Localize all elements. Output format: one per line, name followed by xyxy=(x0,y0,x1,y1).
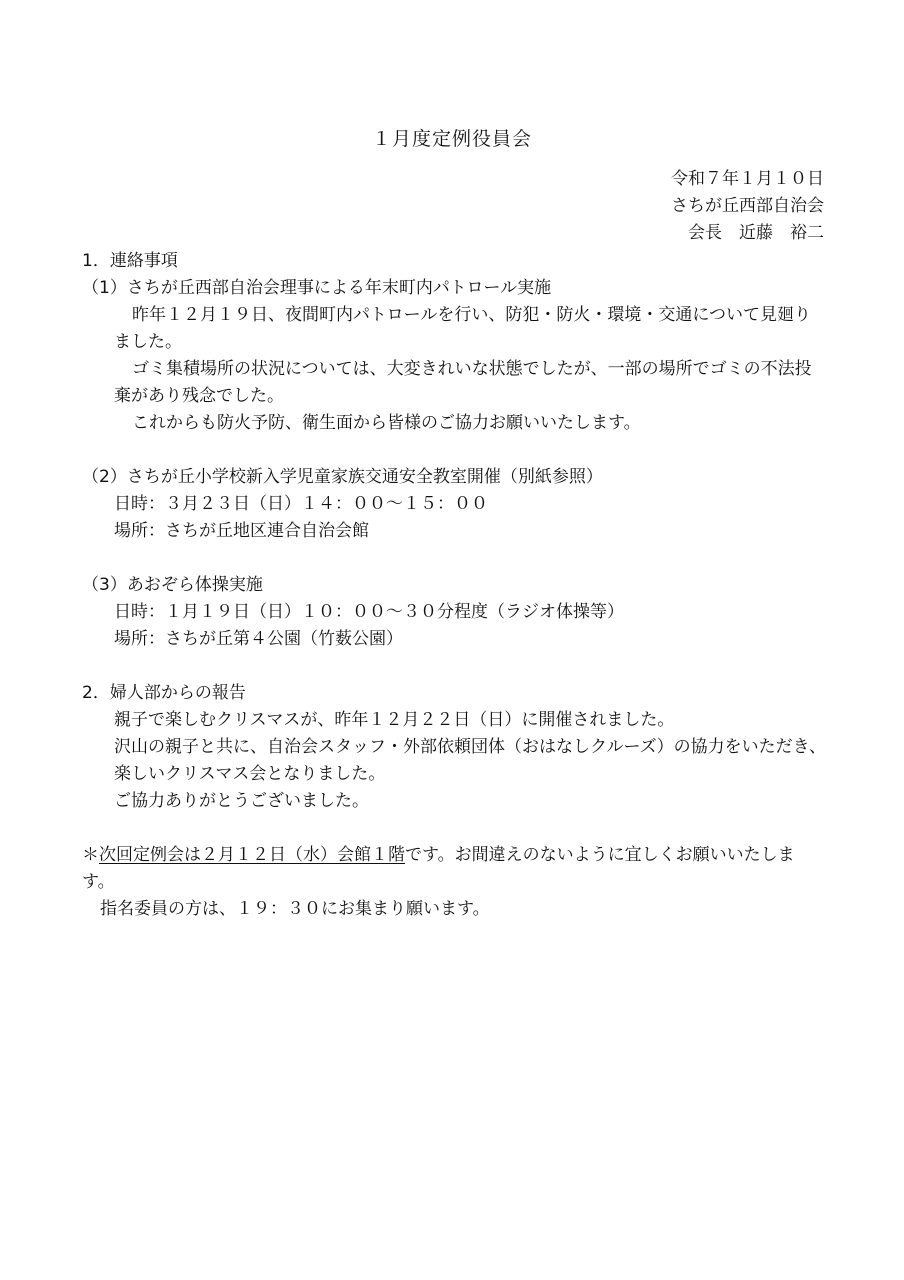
spacer xyxy=(82,437,827,464)
document-header xyxy=(671,166,824,247)
nominating-committee-note: 指名委員の方は、１９：３０にお集まり願います。 xyxy=(100,899,490,919)
section-1-heading: 1．連絡事項 xyxy=(82,251,178,271)
item-2-heading: （2）さちが丘小学校新入学児童家族交通安全教室開催（別紙参照） xyxy=(82,467,603,487)
item-3-heading: （3）あおぞら体操実施 xyxy=(82,575,263,595)
document-body xyxy=(82,248,827,923)
item-1-paragraph-2: ゴミ集積場所の状況については、大変きれいな状態でしたが、一部の場所でゴミの不法投棄があり残念でした。 xyxy=(114,359,812,406)
section-2-line-1: 親子で楽しむクリスマスが、昨年１２月２２日（日）に開催されました。 xyxy=(114,710,675,730)
item-3-place: 場所：さちが丘第４公園（竹薮公園） xyxy=(114,629,403,649)
author-name: 会長 近藤 裕二 xyxy=(688,223,824,243)
spacer xyxy=(82,653,827,680)
note-prefix: ＊ xyxy=(82,845,99,865)
section-2-line-2: 沢山の親子と共に、自治会スタッフ・外部依頼団体（おはなしクルーズ）の協力をいただき、楽しいクリスマス会となりました。 xyxy=(114,737,826,784)
item-2-place: 場所：さちが丘地区連合自治会館 xyxy=(114,521,369,541)
item-1-heading: （1）さちが丘西部自治会理事による年末町内パトロール実施 xyxy=(82,278,552,298)
item-1-paragraph-1: 昨年１２月１９日、夜間町内パトロールを行い、防犯・防火・環境・交通について見廻りました。 xyxy=(114,305,811,352)
issue-date: 令和７年１月１０日 xyxy=(671,169,824,189)
spacer xyxy=(82,545,827,572)
item-1-paragraph-3: これからも防火予防、衛生面から皆様のご協力お願いいたします。 xyxy=(132,413,641,433)
organization-name: さちが丘西部自治会 xyxy=(671,196,824,216)
spacer xyxy=(82,815,827,842)
item-3-datetime: 日時：１月１９日（日）１０：００～３０分程度（ラジオ体操等） xyxy=(114,602,624,622)
note-rest: です。お間違えのないように宜しくお願いいたします。 xyxy=(82,845,795,892)
document-title: １月度定例役員会 xyxy=(371,128,532,150)
next-meeting-date: 次回定例会は２月１２日（水）会館１階 xyxy=(99,845,405,865)
section-2-heading: 2．婦人部からの報告 xyxy=(82,683,246,703)
next-meeting-note xyxy=(82,842,827,896)
section-2-line-3: ご協力ありがとうございました。 xyxy=(114,791,369,811)
item-2-datetime: 日時：３月２３日（日）１４：００～１５：００ xyxy=(114,494,488,514)
